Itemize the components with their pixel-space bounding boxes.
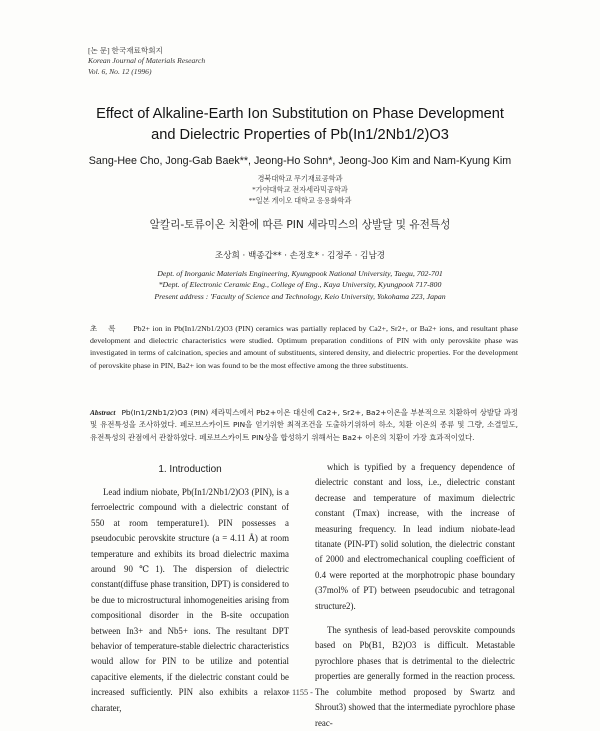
abstract-text: Pb2+ ion in Pb(In1/2Nb1/2)O3 (PIN) ceramics was partially replaced by Ca2+, Sr2+, or Ba2+ ions, and resultant phase development and dielectric characteristics were studied. Optimum preparation conditions of PIN with only perovskite phase was investigated in terms of calcination, species and amount of substituents, sintered density, and dielectric properties. For the development of perovskite phase in PIN, Ba2+ ion was found to be the most effective among the three substituents. (90, 324, 518, 370)
right-column-paragraph-1: which is typified by a frequency dependence of dielectric constant and loss, i.e., dielectric constant decrease and temperature of maximum dielectric constant (Tmax) increase, with the increase of measuring frequency. In lead indium niobate-lead titanate (PIN-PT) solid solution, the dielectric constant of 2000 and electromechanical coupling coefficient of 0.4 were reported at the morphotropic phase boundary (37mol% of PT) between pseudocubic and tetragonal structure2). (315, 462, 515, 611)
right-column-paragraph-2: The synthesis of lead-based perovskite compounds based on Pb(B1, B2)O3 is difficult. Metastable pyrochlore phases that is detrimental to the dielectric properties are generally formed in the reaction process. The columbite method proposed by Swartz and Shrout3) showed that the intermediate pyrochlore phase reac- (315, 625, 515, 728)
left-column (91, 460, 289, 716)
affiliation-ko-3: **일본 게이오 대학교 응용화학과 (248, 197, 352, 205)
author-list-korean: 조상희 · 백종갑** · 손정호* · 김정주 · 김남경 (214, 251, 386, 261)
journal-header (88, 46, 205, 77)
journal-volume: Vol. 6, No. 12 (1996) (88, 66, 152, 76)
author-list: Sang-Hee Cho, Jong-Gab Baek**, Jeong-Ho Sohn*, Jeong-Joo Kim and Nam-Kyung Kim (88, 155, 512, 167)
abstract-korean-block (90, 407, 518, 444)
affiliations-korean (40, 174, 560, 207)
left-column-paragraph-1: Lead indium niobate, Pb(In1/2Nb1/2)O3 (PIN), is a ferroelectric compound with a dielectric constant of 550 at room temperature1). PIN possesses a pseudocubic perovskite structure (a = 4.11 Å) at room temperature and exhibits its broad dielectric maxima around 90℃1). The dispersion of dielectric constant(diffuse phase transition, DPT) is considered to be due to microstructural inhomogeneities arising from compositional disorder in the B-site occupation between In3+ and Nb5+ ions. The resultant DPT behavior of temperature-stable dielectric characteristics would allow for PIN to be utilize and potential capacitive elements, if the dielectric constant could be increased sufficiently. PIN also exhibits a relaxor charater, (91, 487, 289, 713)
affiliations-english (40, 268, 560, 302)
affiliation-en-2: *Dept. of Electronic Ceramic Eng., College of Eng., Kaya University, Kyungpook 717-800 (158, 280, 442, 290)
journal-name-ko: [논 문] 한국재료학회지 (88, 46, 163, 55)
paper-title-line-2: and Dielectric Properties of Pb(In1/2Nb1/2)O3 (151, 127, 449, 143)
affiliation-en-3: Present address : 'Faculty of Science and Technology, Keio University, Yokohama 223, Japan (154, 291, 446, 301)
affiliation-en-1: Dept. of Inorganic Materials Engineering, Kyungpook National University, Taegu, 702-701 (157, 269, 443, 278)
paper-title-korean: 알칼리-토류이온 치환에 따른 PIN 세라믹스의 상발달 및 유전특성 (149, 219, 451, 231)
paper-title-line-1: Effect of Alkaline-Earth Ion Substitution on Phase Development (96, 106, 504, 122)
abstract-korean-label: Abstract (90, 408, 116, 417)
abstract-label: 초 록 (90, 324, 120, 333)
abstract-korean-text: Pb(In1/2Nb1/2)O3 (PIN) 세라믹스에서 Pb2+이온 대신에 Ca2+, Sr2+, Ba2+이온을 부분적으로 치환하여 상발달 과정 및 유전특성을 조사하였다. 페로브스카이트 PIN을 얻기위한 최적조건을 도출하기위하여 하소, 치환 이온의 종류 및 그량, 소결밀도, 유전특성의 관점에서 관찰하였다. 페로브스카이트 PIN상을 합성하기 위해서는 Ba2+ 이온의 치환이 가장 효과적이었다. (90, 408, 518, 442)
journal-name-en: Korean Journal of Materials Research (88, 56, 206, 66)
affiliation-ko-1: 경북대학교 무기재료공학과 (257, 175, 343, 183)
section-heading: 1. Introduction (158, 464, 222, 475)
affiliation-ko-2: *가야대학교 전자세라믹공학과 (252, 186, 348, 194)
abstract-block (90, 323, 518, 372)
page-number: - 1155 - (287, 688, 313, 697)
paper-title (40, 104, 560, 146)
